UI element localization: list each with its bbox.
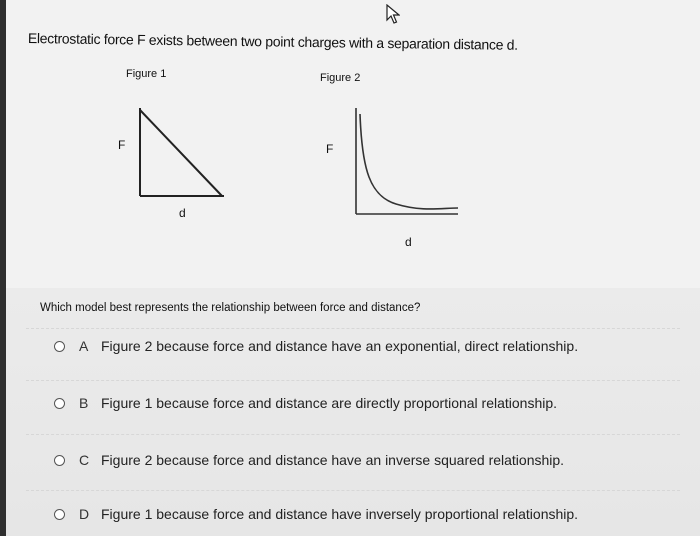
option-d-text: Figure 1 because force and distance have inversely proportional relationship. <box>101 506 579 522</box>
radio-a[interactable] <box>54 341 65 352</box>
option-c[interactable] <box>6 440 700 480</box>
option-a-text: Figure 2 because force and distance have an exponential, direct relationship. <box>101 338 579 354</box>
option-a[interactable] <box>6 326 700 366</box>
option-b-letter: B <box>79 395 89 411</box>
figure-1-x-axis-label: d <box>179 206 186 220</box>
option-a-letter: A <box>79 338 89 354</box>
radio-c[interactable] <box>54 455 65 466</box>
question-header-panel <box>6 0 700 288</box>
radio-d[interactable] <box>54 509 65 520</box>
option-c-text: Figure 2 because force and distance have an inverse squared relationship. <box>101 452 565 468</box>
option-b-text: Figure 1 because force and distance are directly proportional relationship. <box>101 395 558 411</box>
question-text: Which model best represents the relationship between force and distance? <box>40 302 421 314</box>
figure-2-y-axis-label: F <box>326 142 334 156</box>
figure-1-y-axis-label: F <box>118 138 126 152</box>
figure-2-inverse-curve <box>360 114 458 209</box>
option-c-letter: C <box>79 452 90 468</box>
divider <box>26 490 680 491</box>
pointer-cursor-icon <box>384 4 400 26</box>
figure-2-x-axis-label: d <box>405 235 412 249</box>
option-d[interactable] <box>6 494 700 534</box>
figure-1-linear-curve <box>140 110 222 196</box>
figure-2-label: Figure 2 <box>320 72 361 84</box>
figure-1-label: Figure 1 <box>126 68 167 80</box>
divider <box>26 380 680 381</box>
option-d-letter: D <box>79 506 90 522</box>
divider <box>26 434 680 435</box>
radio-b[interactable] <box>54 398 65 409</box>
prompt-text: Electrostatic force F exists between two point charges with a separation distance d. <box>27 30 518 53</box>
figure-2-graph <box>346 100 464 220</box>
option-b[interactable] <box>6 383 700 423</box>
figure-1-graph <box>132 100 232 200</box>
